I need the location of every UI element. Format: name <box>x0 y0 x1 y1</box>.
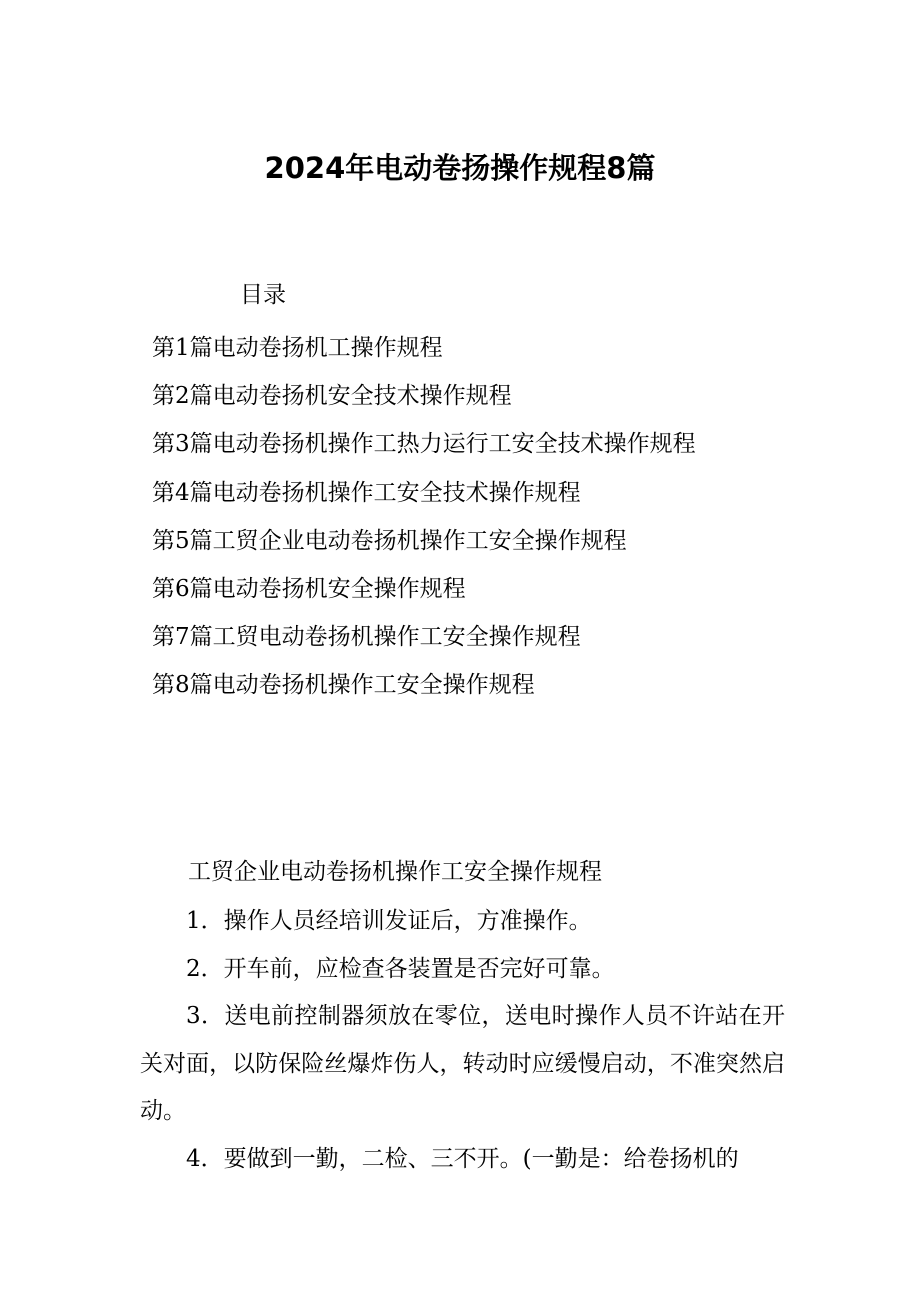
toc-item: 第3篇电动卷扬机操作工热力运行工安全技术操作规程 <box>152 431 696 458</box>
body-paragraph: 1．操作人员经培训发证后，方准操作。 <box>186 908 592 934</box>
section-title: 工贸企业电动卷扬机操作工安全操作规程 <box>188 859 602 885</box>
toc-item: 第7篇工贸电动卷扬机操作工安全操作规程 <box>152 624 581 651</box>
toc-item: 第2篇电动卷扬机安全技术操作规程 <box>152 383 512 410</box>
toc-item: 第6篇电动卷扬机安全操作规程 <box>152 575 466 602</box>
toc-item: 第4篇电动卷扬机操作工安全技术操作规程 <box>152 479 581 506</box>
toc-item: 第8篇电动卷扬机操作工安全操作规程 <box>152 672 535 699</box>
body-paragraph: 2．开车前，应检查各装置是否完好可靠。 <box>186 955 615 982</box>
document-title: 2024年电动卷扬操作规程8篇 <box>264 151 656 185</box>
toc-heading: 目录 <box>240 282 286 308</box>
table-of-contents <box>152 324 696 710</box>
body-paragraph: 4．要做到一勤，二检、三不开。(一勤是：给卷扬机的 <box>186 1145 739 1172</box>
body-paragraph: 3．送电前控制器须放在零位，送电时操作人员不许站在开关对面，以防保险丝爆炸伤人，转动时应缓慢启动，不准突然启动。 <box>140 1003 785 1124</box>
toc-item: 第5篇工贸企业电动卷扬机操作工安全操作规程 <box>152 527 627 554</box>
toc-item: 第1篇电动卷扬机工操作规程 <box>152 335 443 361</box>
section-body <box>140 898 785 1183</box>
